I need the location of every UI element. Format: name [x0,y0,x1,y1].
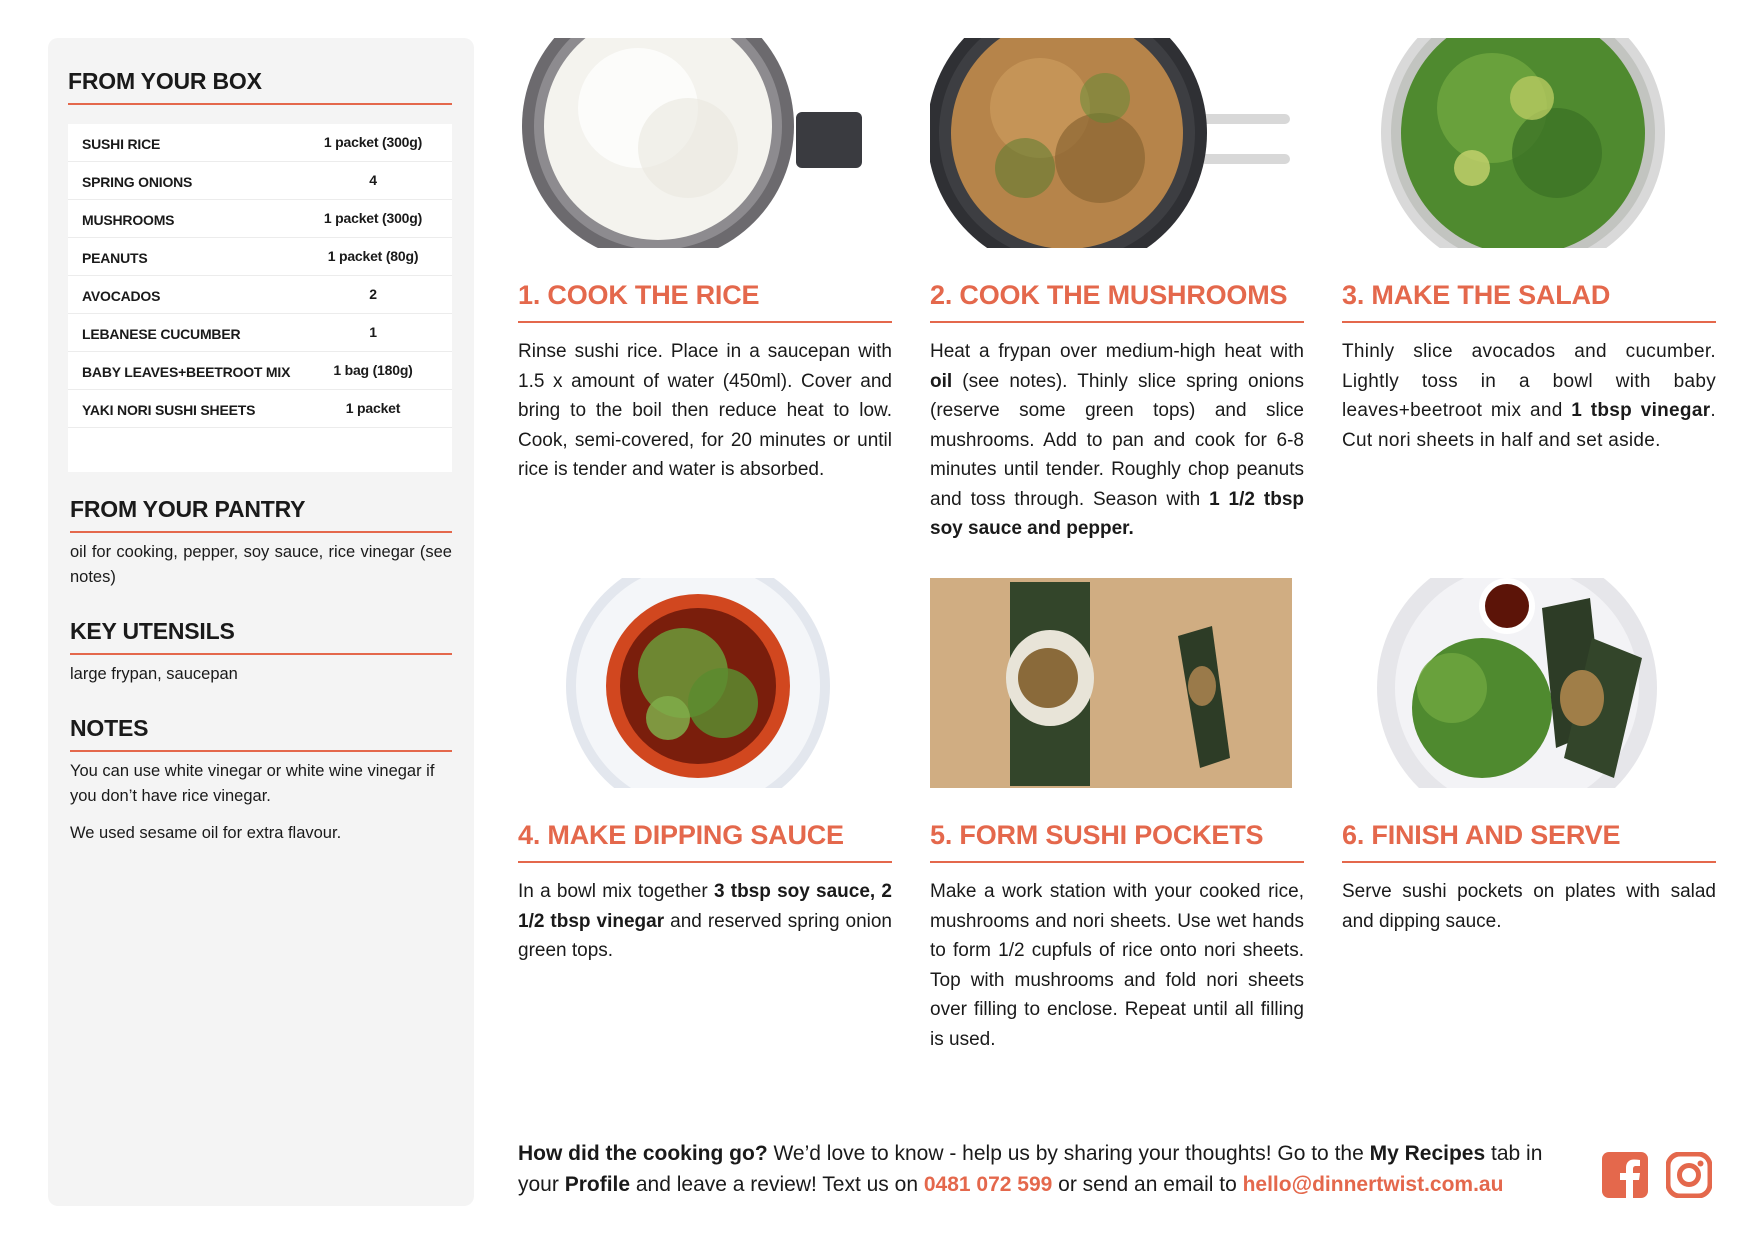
step-5-text [930,877,1304,1054]
step-2-text [930,337,1304,544]
ingredient-row [68,276,452,314]
rice-in-saucepan-photo [518,38,880,248]
step-text-bold: 1 tbsp vinegar [1571,400,1711,421]
email-link[interactable]: hello@dinnertwist.com.au [1242,1173,1504,1196]
step-text-segment: Heat a frypan over medium-high heat with [930,341,1304,362]
ingredient-qty: 2 [369,286,377,302]
utensils-text: large frypan, saucepan [70,665,238,683]
profile-label: Profile [564,1173,631,1196]
from-your-pantry-heading: FROM YOUR PANTRY [70,496,452,533]
ingredient-name: PEANUTS [82,250,148,266]
footer-text: We’d love to know - help us by sharing your thoughts! Go to the [767,1142,1370,1165]
ingredient-name: MUSHROOMS [82,212,175,228]
step-6-text [1342,877,1716,936]
feedback-footer [518,1138,1578,1200]
step-text-bold: 3 tbsp soy sauce, 2 1/2 tbsp vinegar [518,881,893,932]
step-text-segment: . Cut nori sheets in half and set aside. [1342,400,1716,451]
ingredient-qty: 1 packet (80g) [327,248,419,264]
facebook-icon[interactable] [1602,1152,1648,1198]
footer-text: tab in your [518,1142,1543,1196]
ingredient-row [68,352,452,390]
ingredient-name: AVOCADOS [82,288,161,304]
notes-line: You can use white vinegar or white wine vinegar if you don’t have rice vinegar. [70,762,435,805]
nori-sheets-board-photo [930,578,1292,788]
phone-link[interactable]: 0481 072 599 [923,1173,1053,1196]
ingredient-qty: 4 [369,172,377,188]
ingredient-qty: 1 bag (180g) [333,362,413,378]
mushrooms-in-frypan-photo [930,38,1292,248]
ingredient-name: SPRING ONIONS [82,174,193,190]
step-text-bold: oil [930,370,953,392]
footer-text: and leave a review! Text us on [630,1173,924,1196]
ingredient-name: BABY LEAVES+BEETROOT MIX [82,364,291,380]
ingredient-row [68,124,452,162]
ingredients-sidebar [48,38,474,1206]
notes-heading: NOTES [70,715,452,752]
dipping-sauce-bowl-photo [518,578,880,788]
step-3-title: 3. MAKE THE SALAD [1342,280,1716,323]
step-text-segment: Rinse sushi rice. Place in a saucepan with 1.5 x amount of water (450ml). Cover and bring to the boil then reduce heat to low. Cook, semi-covered, for 20 minutes or until rice is tender and water is absorbed. [518,341,892,480]
notes-line: We used sesame oil for extra flavour. [70,824,342,842]
step-text-segment: (see notes). Thinly slice spring onions (reserve some green tops) and slice mushrooms. Add to pan and cook for 6-8 minutes until tender. Roughly chop peanuts and toss through. Season with [930,370,1304,510]
footer-text: or send an email to [1052,1173,1243,1196]
ingredient-row [68,238,452,276]
step-1-text [518,337,892,485]
ingredient-qty: 1 [369,324,377,340]
step-text-segment: Make a work station with your cooked rice, mushrooms and nori sheets. Use wet hands to form 1/2 cupfuls of rice onto nori sheets. Top with mushrooms and fold nori sheets over filling to enclose. Repeat until all filling is used. [930,881,1304,1050]
step-text-segment: Thinly slice avocados and cucumber. Lightly toss in a bowl with baby leaves+beetroot mix and [1342,341,1716,421]
step-3-text [1342,337,1716,455]
step-1-title: 1. COOK THE RICE [518,280,892,323]
ingredient-row [68,162,452,200]
step-text-segment: Serve sushi pockets on plates with salad and dipping sauce. [1342,881,1716,932]
step-4-text [518,877,892,966]
step-text-segment: and reserved spring onion green tops. [518,910,892,961]
ingredient-name: SUSHI RICE [82,136,161,152]
pantry-text: oil for cooking, pepper, soy sauce, rice vinegar (see notes) [70,543,452,586]
ingredient-qty: 1 packet [345,400,401,416]
key-utensils-heading: KEY UTENSILS [70,618,452,655]
ingredient-qty: 1 packet (300g) [323,210,423,226]
instagram-icon[interactable] [1666,1152,1712,1198]
ingredient-name: YAKI NORI SUSHI SHEETS [82,402,256,418]
step-2-title: 2. COOK THE MUSHROOMS [930,280,1304,323]
footer-bold: How did the cooking go? [518,1142,768,1165]
salad-in-bowl-photo [1342,38,1704,248]
step-4-title: 4. MAKE DIPPING SAUCE [518,820,892,863]
ingredients-table [68,124,452,472]
my-recipes-label: My Recipes [1369,1142,1486,1165]
ingredient-row [68,200,452,238]
ingredient-qty: 1 packet (300g) [323,134,423,150]
step-6-title: 6. FINISH AND SERVE [1342,820,1716,863]
ingredient-row [68,390,452,428]
ingredient-name: LEBANESE CUCUMBER [82,326,241,342]
step-5-title: 5. FORM SUSHI POCKETS [930,820,1304,863]
plated-sushi-pockets-photo [1342,578,1704,788]
step-text-segment: In a bowl mix together [518,881,714,902]
ingredient-row [68,314,452,352]
step-text-bold: 1 1/2 tbsp soy sauce and pepper. [930,488,1304,539]
from-your-box-heading: FROM YOUR BOX [68,68,452,105]
